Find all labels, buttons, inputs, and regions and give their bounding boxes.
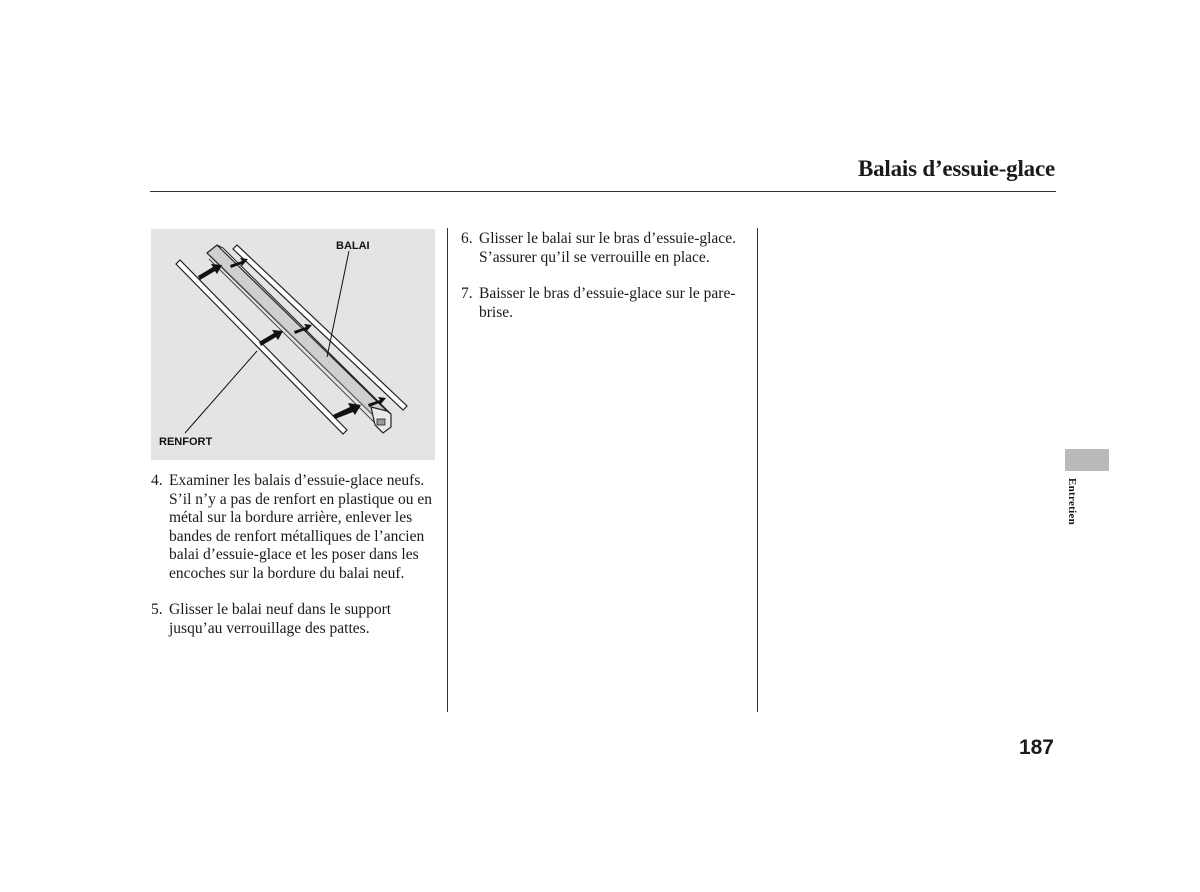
figure-label-reinforcement: RENFORT [159,436,213,448]
page-title: Balais d’essuie-glace [857,156,1055,181]
instruction-steps-middle [461,230,746,340]
step-item [461,285,746,322]
upper-reinforcement-strip [233,245,407,410]
step-text: Glisser le balai sur le bras d’essuie-glace. S’assurer qu’il se verrouille en place. [479,230,736,266]
section-tab [1065,449,1109,471]
step-text: Examiner les balais d’essuie-glace neufs. S’il n’y a pas de renfort en plastique ou en métal sur la bordure arrière, enlever les bandes de renfort métalliques de l’ancien balai d’essuie-glace et les poser dans les encoches sur la bordure du balai neuf. [169,472,432,582]
figure-label-blade: BALAI [336,240,370,252]
step-number: 4. [151,472,163,489]
step-item [151,472,441,583]
page-number: 187 [1018,736,1054,759]
step-item [461,230,746,267]
section-label: Entretien [1066,478,1078,526]
column-divider [757,228,758,712]
step-number: 7. [461,285,473,302]
wiper-blade-drawing [151,229,435,460]
step-text: Glisser le balai neuf dans le support jusqu’au verrouillage des pattes. [169,601,392,637]
step-number: 5. [151,601,163,618]
instruction-steps-left [151,472,441,656]
step-text: Baisser le bras d’essuie-glace sur le pare-brise. [479,285,736,321]
step-number: 6. [461,230,473,247]
wiper-blade-body [207,245,391,433]
title-divider [150,191,1056,192]
reinforcement-leader-line [185,351,257,433]
wiper-blade-illustration [151,229,435,460]
column-divider [447,228,448,712]
step-item [151,601,441,638]
